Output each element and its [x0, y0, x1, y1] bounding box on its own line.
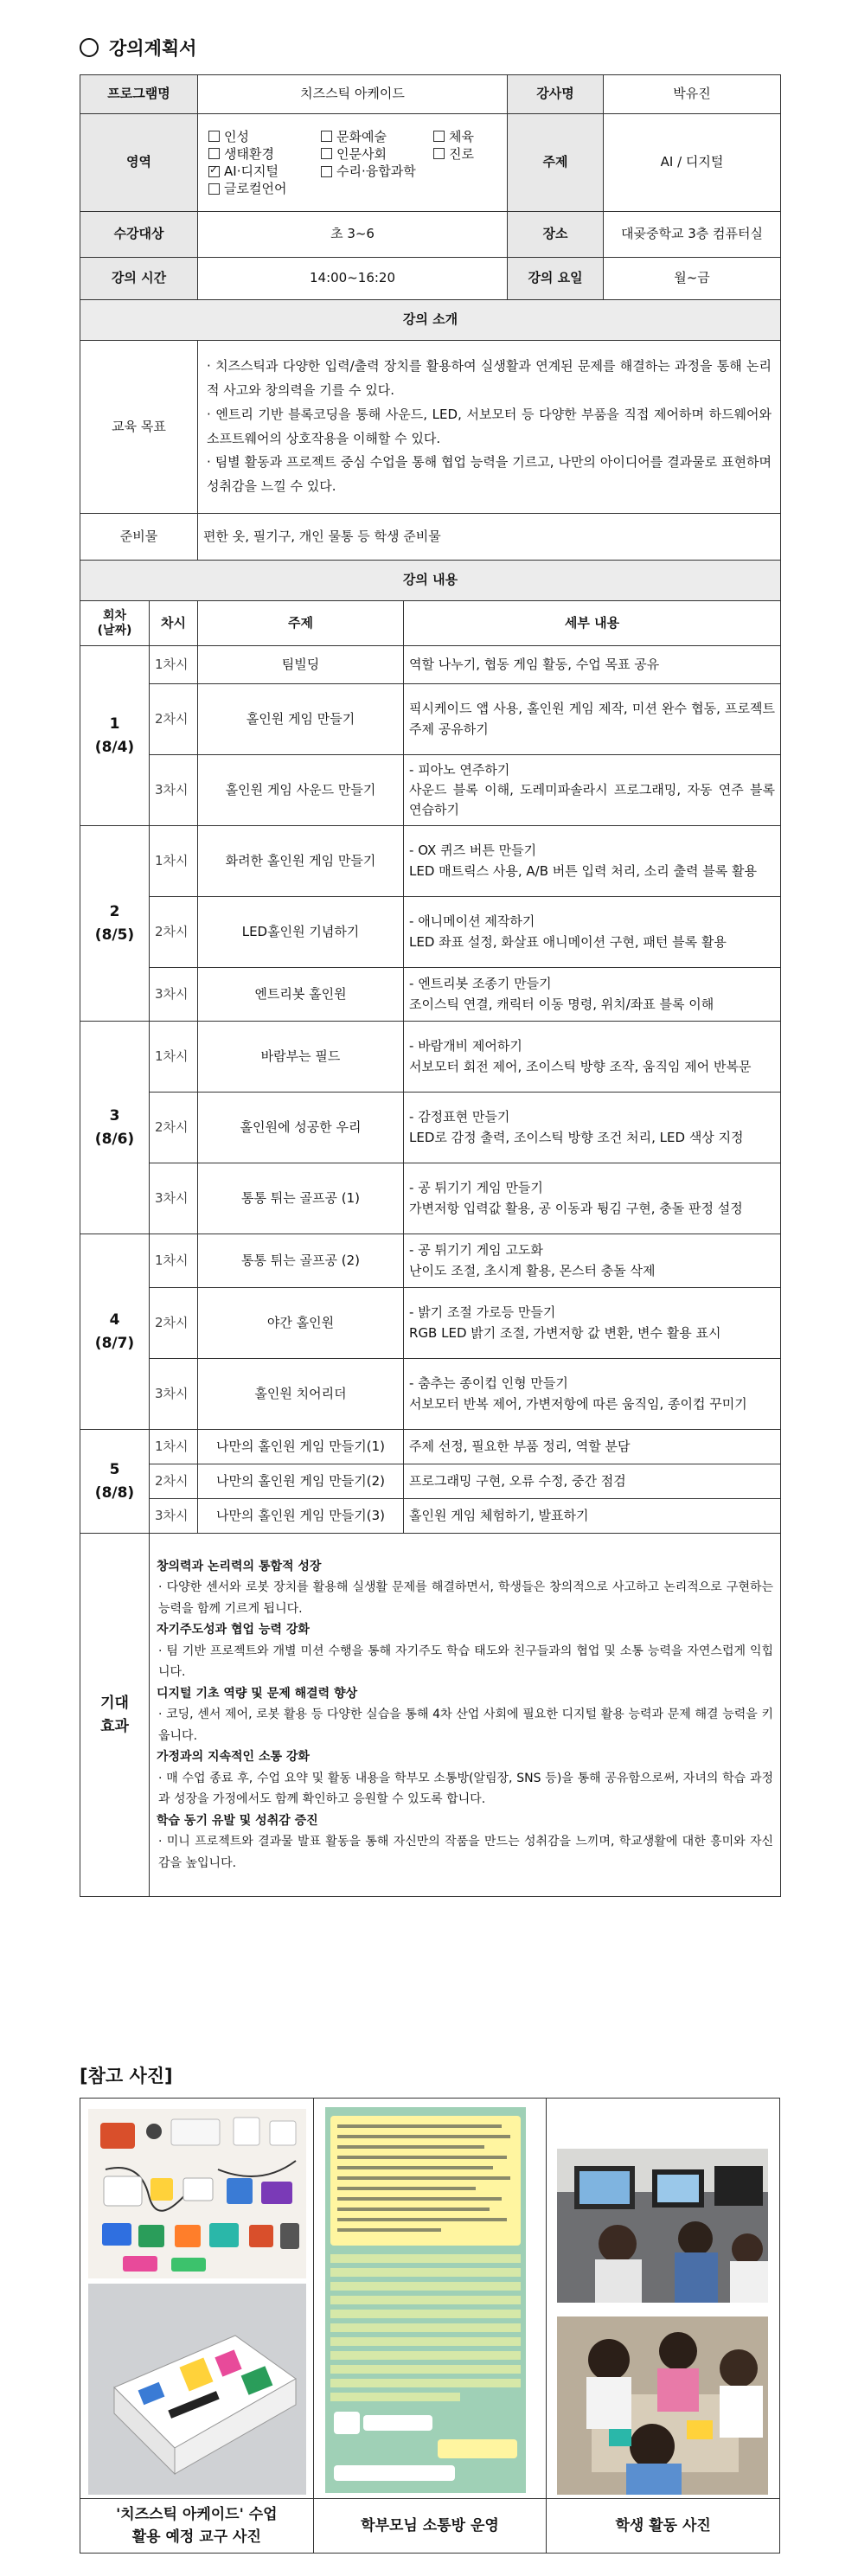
topic-cell: 통통 튀는 골프공 (1) [198, 1163, 404, 1234]
session-number [80, 1022, 150, 1234]
effect-heading: 창의력과 논리력의 통합적 성장 [157, 1559, 322, 1573]
col-detail: 세부 내용 [404, 601, 781, 646]
chasi-cell: 2차시 [150, 1464, 198, 1499]
session-no: 5 [109, 1461, 120, 1479]
schedule-row [80, 1430, 781, 1464]
field-option [208, 180, 321, 197]
field-option [433, 128, 511, 145]
field-option-label: 인문사회 [336, 145, 387, 162]
session-no: 1 [109, 715, 120, 734]
field-option-label: 체육 [449, 128, 474, 144]
effect-text: · 팀 기반 프로젝트와 개별 미션 수행을 통해 자기주도 학습 태도와 친구들과의 협업 및 소통 능력을 자연스럽게 익힙니다. [158, 1644, 774, 1680]
schedule-row [80, 646, 781, 684]
topic-cell: 나만의 홀인원 게임 만들기(3) [198, 1499, 404, 1534]
topic-cell: LED홀인원 기념하기 [198, 897, 404, 968]
session-date: (8/5) [94, 926, 135, 944]
topic-cell: 바람부는 필드 [198, 1022, 404, 1093]
field-option-label: 인성 [224, 128, 249, 144]
effect-label: 기대 효과 [80, 1534, 150, 1897]
chasi-cell: 3차시 [150, 755, 198, 826]
student-activity-photo-2 [557, 2316, 768, 2495]
topic-cell: 홀인원 치어리더 [198, 1359, 404, 1430]
circle-icon [80, 38, 99, 57]
schedule-row [80, 968, 781, 1022]
chasi-cell: 2차시 [150, 897, 198, 968]
session-number [80, 1234, 150, 1430]
place-label: 장소 [508, 212, 604, 257]
session-no: 2 [109, 903, 120, 921]
detail-cell: 픽시케이드 앱 사용, 홀인원 게임 제작, 미션 완수 협동, 프로젝트 주제 공유하기 [404, 684, 781, 755]
schedule-row [80, 1464, 781, 1499]
effect-text: · 미니 프로젝트와 결과물 발표 활동을 통해 자신만의 작품을 만드는 성취감을 느끼며, 학교생활에 대한 흥미와 자신감을 높입니다. [158, 1835, 774, 1870]
topic-cell: 홀인원 게임 만들기 [198, 684, 404, 755]
field-option [321, 128, 433, 145]
schedule-row [80, 1093, 781, 1163]
detail-cell: - OX 퀴즈 버튼 만들기 LED 매트릭스 사용, A/B 버튼 입력 처리, 소리 출력 블록 활용 [404, 826, 781, 897]
field-option-label: 진로 [449, 145, 474, 162]
detail-cell: 주제 선정, 필요한 부품 정리, 역할 분담 [404, 1430, 781, 1464]
effect-heading: 디지털 기초 역량 및 문제 해결력 향상 [157, 1686, 358, 1701]
reference-title: [참고 사진] [80, 2066, 173, 2086]
topic-cell: 나만의 홀인원 게임 만들기(2) [198, 1464, 404, 1499]
chasi-cell: 2차시 [150, 1093, 198, 1163]
goal-label: 교육 목표 [80, 341, 198, 514]
parent-chat-photo [325, 2107, 526, 2493]
detail-cell: 프로그래밍 구현, 오류 수정, 중간 점검 [404, 1464, 781, 1499]
schedule-row [80, 755, 781, 826]
effect-heading: 자기주도성과 협업 능력 강화 [157, 1623, 310, 1637]
schedule-row [80, 1163, 781, 1234]
schedule-row [80, 1022, 781, 1093]
topic-cell: 홀인원 게임 사운드 만들기 [198, 755, 404, 826]
instructor-cell [508, 75, 781, 114]
topic-cell: 야간 홀인원 [198, 1288, 404, 1359]
caption-chat: 학부모님 소통방 운영 [313, 2499, 547, 2554]
session-number [80, 646, 150, 826]
field-option-label: 생태환경 [224, 145, 274, 162]
day-cell [508, 258, 781, 300]
topic-cell: 홀인원에 성공한 우리 [198, 1093, 404, 1163]
field-option [321, 163, 433, 180]
detail-cell: - 애니메이션 제작하기 LED 좌표 설정, 화살표 애니메이션 구현, 패턴 블록 활용 [404, 897, 781, 968]
topic-cell: 팀빌딩 [198, 646, 404, 684]
instructor-value: 박유진 [673, 86, 711, 102]
day-value: 월~금 [674, 270, 710, 286]
field-option [208, 163, 321, 180]
day-label: 강의 요일 [508, 258, 604, 299]
goal-item: · 팀별 활동과 프로젝트 중심 수업을 통해 협업 능력을 기르고, 나만의 아이디어를 결과물로 표현하며 성취감을 느낄 수 있다. [207, 454, 772, 494]
chasi-cell: 1차시 [150, 826, 198, 897]
schedule-row [80, 1499, 781, 1534]
checkbox-icon [433, 148, 445, 159]
caption-students: 학생 활동 사진 [547, 2499, 780, 2554]
kit-box-photo [88, 2284, 306, 2495]
field-option [321, 145, 433, 163]
detail-cell: 역할 나누기, 협동 게임 활동, 수업 목표 공유 [404, 646, 781, 684]
time-label: 강의 시간 [80, 258, 198, 300]
schedule-row [80, 1359, 781, 1430]
place-value: 대곶중학교 3층 컴퓨터실 [621, 226, 764, 242]
checkbox-icon [208, 148, 220, 159]
detail-cell: - 피아노 연주하기 사운드 블록 이해, 도레미파솔라시 프로그래밍, 자동 연주 블록 연습하기 [404, 755, 781, 826]
effect-heading: 가정과의 지속적인 소통 강화 [157, 1750, 310, 1765]
field-option [433, 163, 511, 180]
chasi-cell: 3차시 [150, 968, 198, 1022]
checkbox-icon [433, 131, 445, 142]
session-date: (8/8) [94, 1483, 135, 1502]
supplies-value: 편한 옷, 필기구, 개인 물통 등 학생 준비물 [198, 514, 781, 561]
field-option [208, 128, 321, 145]
topic-cell: 나만의 홀인원 게임 만들기(1) [198, 1430, 404, 1464]
topic-cell: 통통 튀는 골프공 (2) [198, 1234, 404, 1288]
chasi-cell: 3차시 [150, 1359, 198, 1430]
session-number [80, 826, 150, 1022]
col-topic: 주제 [198, 601, 404, 646]
caption-kit: '치즈스틱 아케이드' 수업 활용 예정 교구 사진 [80, 2499, 314, 2554]
col-chasi: 차시 [150, 601, 198, 646]
field-option-label: 수리·융합과학 [336, 163, 416, 179]
classroom-illustration [557, 2149, 768, 2303]
student-activity-photo-1 [557, 2149, 768, 2303]
subject-label: 주제 [508, 114, 604, 211]
schedule-row [80, 684, 781, 755]
field-option-label: AI·디지털 [224, 163, 279, 179]
detail-cell: - 감정표현 만들기 LED로 감정 출력, 조이스틱 방향 조건 처리, LED 색상 지정 [404, 1093, 781, 1163]
session-date: (8/4) [94, 738, 135, 756]
detail-cell: - 바람개비 제어하기 서보모터 회전 제어, 조이스틱 방향 조작, 움직임 제어 반복문 [404, 1022, 781, 1093]
intro-header: 강의 소개 [80, 300, 781, 341]
detail-cell: - 밝기 조절 가로등 만들기 RGB LED 밝기 조절, 가변저항 값 변환, 변수 활용 표시 [404, 1288, 781, 1359]
goal-item: · 엔트리 기반 블록코딩을 통해 사운드, LED, 서보모터 등 다양한 부품을 직접 제어하며 하드웨어와 소프트웨어의 상호작용을 이해할 수 있다. [207, 406, 772, 446]
field-options [198, 114, 508, 212]
topic-cell: 화려한 홀인원 게임 만들기 [198, 826, 404, 897]
section-title [80, 35, 196, 61]
checked-box-icon [208, 166, 220, 177]
schedule-row [80, 826, 781, 897]
chasi-cell: 3차시 [150, 1163, 198, 1234]
goal-item: · 치즈스틱과 다양한 입력/출력 장치를 활용하여 실생활과 연계된 문제를 해결하는 과정을 통해 논리적 사고와 창의력을 기를 수 있다. [207, 358, 772, 398]
chat-illustration [325, 2107, 526, 2493]
kit-box-illustration [88, 2284, 306, 2495]
col-session: 회차 (날짜) [80, 601, 150, 646]
field-option-label: 글로컬언어 [224, 181, 287, 197]
schedule-row [80, 1234, 781, 1288]
checkbox-icon [321, 131, 332, 142]
field-option [208, 145, 321, 163]
session-date: (8/7) [94, 1334, 135, 1352]
topic-cell: 엔트리봇 홀인원 [198, 968, 404, 1022]
time-value: 14:00~16:20 [198, 258, 508, 300]
checkbox-icon [208, 131, 220, 142]
session-number [80, 1430, 150, 1534]
field-label: 영역 [80, 114, 198, 212]
effect-heading: 학습 동기 유발 및 성취감 증진 [157, 1813, 318, 1828]
session-date: (8/6) [94, 1130, 135, 1148]
effect-text: · 매 수업 종료 후, 수업 요약 및 활동 내용을 학부모 소통방(알림장, SNS 등)을 통해 공유함으로써, 자녀의 학습 과정과 성장을 가정에서도 함께 확인하고 응원할 수 있도록 합니다. [158, 1771, 774, 1807]
group-activity-illustration [557, 2316, 768, 2495]
target-value: 초 3~6 [198, 212, 508, 258]
instructor-label: 강사명 [508, 75, 604, 113]
detail-cell: - 엔트리봇 조종기 만들기 조이스틱 연결, 캐릭터 이동 명령, 위치/좌표 블록 이해 [404, 968, 781, 1022]
lecture-plan-main [80, 74, 781, 1897]
schedule-row [80, 897, 781, 968]
chasi-cell: 1차시 [150, 1430, 198, 1464]
program-value: 치즈스틱 아케이드 [198, 75, 508, 114]
schedule-row [80, 1288, 781, 1359]
target-label: 수강대상 [80, 212, 198, 258]
section-title-text: 강의계획서 [109, 38, 197, 59]
checkbox-icon [208, 183, 220, 195]
chasi-cell: 1차시 [150, 646, 198, 684]
program-label: 프로그램명 [80, 75, 198, 114]
effect-text: · 코딩, 센서 제어, 로봇 활용 등 다양한 실습을 통해 4차 산업 사회에 필요한 디지털 활용 능력과 문제 해결 능력을 키웁니다. [158, 1708, 774, 1743]
session-no: 4 [109, 1311, 120, 1330]
chasi-cell: 3차시 [150, 1499, 198, 1534]
kit-parts-illustration [88, 2109, 306, 2278]
session-no: 3 [109, 1107, 120, 1125]
chasi-cell: 1차시 [150, 1022, 198, 1093]
field-option [433, 145, 511, 163]
content-header: 강의 내용 [80, 561, 781, 601]
detail-cell: 홀인원 게임 체험하기, 발표하기 [404, 1499, 781, 1534]
kit-parts-photo [88, 2109, 306, 2278]
subject-value: AI / 디지털 [660, 154, 724, 170]
checkbox-icon [321, 148, 332, 159]
checkbox-icon [321, 166, 332, 177]
goal-list [198, 341, 781, 514]
supplies-label: 준비물 [80, 514, 198, 561]
place-cell [508, 212, 781, 258]
subject-cell [508, 114, 781, 212]
chasi-cell: 2차시 [150, 1288, 198, 1359]
detail-cell: - 춤추는 종이컵 인형 만들기 서보모터 반복 제어, 가변저항에 따른 움직임, 종이컵 꾸미기 [404, 1359, 781, 1430]
detail-cell: - 공 튀기기 게임 만들기 가변저항 입력값 활용, 공 이동과 튕김 구현, 충돌 판정 설정 [404, 1163, 781, 1234]
effect-text: · 다양한 센서와 로봇 장치를 활용해 실생활 문제를 해결하면서, 학생들은 창의적으로 사고하고 논리적으로 구현하는 능력을 함께 기르게 됩니다. [158, 1580, 774, 1616]
chasi-cell: 1차시 [150, 1234, 198, 1288]
field-option-label: 문화예술 [336, 128, 387, 144]
detail-cell: - 공 튀기기 게임 고도화 난이도 조절, 초시계 활용, 몬스터 충돌 삭제 [404, 1234, 781, 1288]
effect-content [150, 1534, 781, 1897]
chasi-cell: 2차시 [150, 684, 198, 755]
